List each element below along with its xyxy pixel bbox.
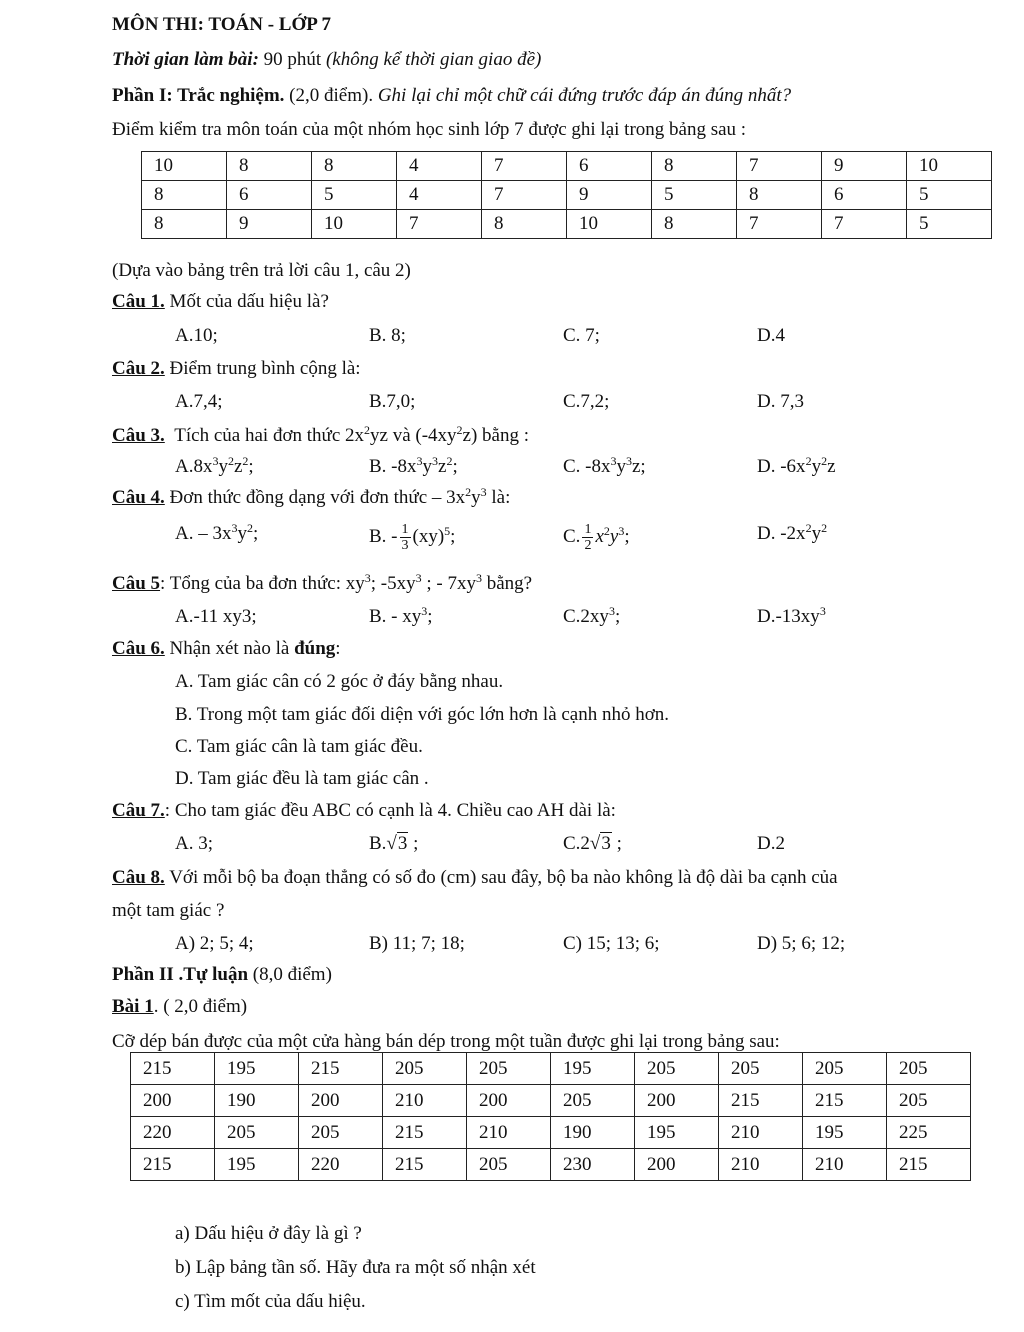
table-cell: 5 xyxy=(312,181,397,210)
table-cell: 205 xyxy=(383,1053,467,1085)
q7-option-b: B.√3 ; xyxy=(369,833,419,854)
table-cell: 200 xyxy=(467,1085,551,1117)
table-cell: 7 xyxy=(737,210,822,239)
table-cell: 4 xyxy=(397,152,482,181)
table-cell: 210 xyxy=(803,1149,887,1181)
table-cell: 10 xyxy=(567,210,652,239)
table-cell: 220 xyxy=(299,1149,383,1181)
table-cell: 8 xyxy=(227,152,312,181)
scores-table xyxy=(141,151,992,239)
question-6: Câu 6. Nhận xét nào là đúng: xyxy=(112,638,341,659)
table-cell: 9 xyxy=(822,152,907,181)
question-4: Câu 4. Đơn thức đồng dạng với đơn thức – $3x^2y^3$ là: xyxy=(112,485,511,508)
q2-option-b: B.7,0; xyxy=(369,391,416,412)
table-cell: 215 xyxy=(383,1149,467,1181)
table-cell: 7 xyxy=(482,181,567,210)
table-cell: 220 xyxy=(131,1117,215,1149)
table-cell: 205 xyxy=(803,1053,887,1085)
table-cell: 7 xyxy=(482,152,567,181)
q6-option-b: B. Trong một tam giác đối diện với góc lớn hơn là cạnh nhỏ hơn. xyxy=(175,704,670,725)
exam-title: MÔN THI: TOÁN - LỚP 7 xyxy=(112,14,332,35)
q2-option-c: C.7,2; xyxy=(563,391,610,412)
table-cell: 205 xyxy=(887,1085,971,1117)
table-cell: 7 xyxy=(397,210,482,239)
table-cell: 10 xyxy=(312,210,397,239)
table-cell: 205 xyxy=(299,1117,383,1149)
table-row xyxy=(142,152,992,181)
table-cell: 8 xyxy=(482,210,567,239)
q5-option-c: $C.2xy^3$; xyxy=(563,604,621,627)
shoe-size-table xyxy=(130,1052,971,1181)
table-cell: 8 xyxy=(142,210,227,239)
question-2: Câu 2. Điểm trung bình cộng là: xyxy=(112,358,361,379)
table-cell: 190 xyxy=(551,1117,635,1149)
bai1-question-a: a) Dấu hiệu ở đây là gì ? xyxy=(175,1223,362,1244)
table-row xyxy=(142,210,992,239)
table-cell: 210 xyxy=(719,1149,803,1181)
exam-time: Thời gian làm bài: 90 phút (không kể thời gian giao đề) xyxy=(112,49,542,70)
table-cell: 195 xyxy=(551,1053,635,1085)
q4-option-a: A. – $3x^3y^2$; xyxy=(175,521,259,544)
part2-heading: Phần II .Tự luận (8,0 điểm) xyxy=(112,964,332,985)
table-cell: 195 xyxy=(635,1117,719,1149)
q1-option-a: A.10; xyxy=(175,325,218,346)
bai1-question-c: c) Tìm mốt của dấu hiệu. xyxy=(175,1291,366,1312)
q7-option-c: C.2√3 ; xyxy=(563,833,622,854)
question-8: Câu 8. Với mỗi bộ ba đoạn thẳng có số đo (cm) sau đây, bộ ba nào không là độ dài ba cạnh của xyxy=(112,867,838,888)
table-row xyxy=(131,1149,971,1181)
q5-option-b: B. - $xy^3$; xyxy=(369,604,433,627)
question-7: Câu 7.: Cho tam giác đều ABC có cạnh là 4. Chiều cao AH dài là: xyxy=(112,800,616,821)
table-cell: 205 xyxy=(467,1149,551,1181)
table-cell: 210 xyxy=(719,1117,803,1149)
part1-heading: Phần I: Trắc nghiệm. (2,0 điểm). Ghi lại chỉ một chữ cái đứng trước đáp án đúng nhất? xyxy=(112,85,792,106)
table-cell: 8 xyxy=(737,181,822,210)
table-cell: 200 xyxy=(299,1085,383,1117)
table-cell: 200 xyxy=(635,1085,719,1117)
table-cell: 205 xyxy=(467,1053,551,1085)
table-cell: 8 xyxy=(652,152,737,181)
q4-option-b: B. - $\frac{1}{3}$ (xy)$^5$; xyxy=(369,522,456,553)
q6-option-c: C. Tam giác cân là tam giác đều. xyxy=(175,736,423,757)
table-cell: 8 xyxy=(142,181,227,210)
table-cell: 205 xyxy=(215,1117,299,1149)
q7-option-a: A. 3; xyxy=(175,833,213,854)
table-cell: 195 xyxy=(215,1053,299,1085)
bai1-heading: Bài 1. ( 2,0 điểm) xyxy=(112,996,248,1017)
question-5: Câu 5: Tổng của ba đơn thức: $xy^3$; $-5xy^3$ ; - $7xy^3$ bằng? xyxy=(112,571,533,594)
question-1: Câu 1. Mốt của dấu hiệu là? xyxy=(112,291,329,312)
table-cell: 215 xyxy=(803,1085,887,1117)
table-cell: 8 xyxy=(312,152,397,181)
table-cell: 205 xyxy=(887,1053,971,1085)
table-row xyxy=(131,1085,971,1117)
bai1-question-b: b) Lập bảng tần số. Hãy đưa ra một số nhận xét xyxy=(175,1257,536,1278)
table-cell: 10 xyxy=(142,152,227,181)
table-cell: 215 xyxy=(131,1053,215,1085)
q3-option-d: D. $-6x^2y^2z$ xyxy=(757,454,836,477)
table-cell: 230 xyxy=(551,1149,635,1181)
q1-option-c: C. 7; xyxy=(563,325,600,346)
q3-option-b: B. $-8x^3y^3z^2$; xyxy=(369,454,458,477)
q3-option-a: $A.8x^3y^2z^2$; xyxy=(175,454,254,477)
q8-option-c: C) 15; 13; 6; xyxy=(563,933,660,954)
table-cell: 200 xyxy=(635,1149,719,1181)
table-cell: 210 xyxy=(467,1117,551,1149)
question-3: Câu 3. Tích của hai đơn thức $2x^2yz$ và $(-4xy^2z)$ bằng : xyxy=(112,423,530,446)
table-row xyxy=(131,1053,971,1085)
table-cell: 205 xyxy=(719,1053,803,1085)
q4-option-d: D. $-2x^2y^2$ xyxy=(757,521,828,544)
table-cell: 210 xyxy=(383,1085,467,1117)
table-cell: 4 xyxy=(397,181,482,210)
table-cell: 7 xyxy=(822,210,907,239)
table-cell: 215 xyxy=(131,1149,215,1181)
q2-option-a: A.7,4; xyxy=(175,391,223,412)
table-cell: 190 xyxy=(215,1085,299,1117)
q8-option-a: A) 2; 5; 4; xyxy=(175,933,254,954)
question-8-cont: một tam giác ? xyxy=(112,900,225,921)
part1-intro: Điểm kiểm tra môn toán của một nhóm học sinh lớp 7 được ghi lại trong bảng sau : xyxy=(112,119,747,140)
table-cell: 8 xyxy=(652,210,737,239)
table-cell: 195 xyxy=(803,1117,887,1149)
table-row xyxy=(131,1117,971,1149)
q5-option-d: $D.-13xy^3$ xyxy=(757,604,826,627)
table-cell: 9 xyxy=(567,181,652,210)
table-cell: 5 xyxy=(907,181,992,210)
table-cell: 5 xyxy=(652,181,737,210)
q4-monomial: – $3x^2y^3$ xyxy=(431,485,487,508)
table-cell: 6 xyxy=(567,152,652,181)
table-cell: 9 xyxy=(227,210,312,239)
q6-option-d: D. Tam giác đều là tam giác cân . xyxy=(175,768,429,789)
table-cell: 215 xyxy=(383,1117,467,1149)
table-cell: 215 xyxy=(887,1149,971,1181)
table-cell: 225 xyxy=(887,1117,971,1149)
table-cell: 195 xyxy=(215,1149,299,1181)
q6-option-a: A. Tam giác cân có 2 góc ở đáy bằng nhau. xyxy=(175,671,504,692)
table-cell: 215 xyxy=(719,1085,803,1117)
table-cell: 205 xyxy=(551,1085,635,1117)
q1-option-d: D.4 xyxy=(757,325,785,346)
q7-option-d: D.2 xyxy=(757,833,785,854)
table-cell: 200 xyxy=(131,1085,215,1117)
q3-monomial-2: $(-4xy^2z)$ xyxy=(415,423,478,446)
table-note: (Dựa vào bảng trên trả lời câu 1, câu 2) xyxy=(112,260,411,281)
table-cell: 205 xyxy=(635,1053,719,1085)
q3-monomial-1: $2x^2yz$ xyxy=(345,423,388,446)
bai1-intro: Cỡ dép bán được của một cửa hàng bán dép trong một tuần được ghi lại trong bảng sau: xyxy=(112,1031,780,1052)
table-row xyxy=(142,181,992,210)
q8-option-b: B) 11; 7; 18; xyxy=(369,933,465,954)
q8-option-d: D) 5; 6; 12; xyxy=(757,933,846,954)
q2-option-d: D. 7,3 xyxy=(757,391,804,412)
q5-monomials: $xy^3$; $-5xy^3$ ; - $7xy^3$ xyxy=(345,571,482,594)
q1-option-b: B. 8; xyxy=(369,325,406,346)
q4-option-c: C. $\frac{1}{2}$ $x^2y^3$; xyxy=(563,522,630,553)
table-cell: 6 xyxy=(822,181,907,210)
table-cell: 5 xyxy=(907,210,992,239)
q3-option-c: C. $-8x^3y^3z$; xyxy=(563,454,646,477)
table-cell: 10 xyxy=(907,152,992,181)
q5-option-a: A.-11 xy3; xyxy=(175,606,257,627)
table-cell: 215 xyxy=(299,1053,383,1085)
table-cell: 6 xyxy=(227,181,312,210)
table-cell: 7 xyxy=(737,152,822,181)
